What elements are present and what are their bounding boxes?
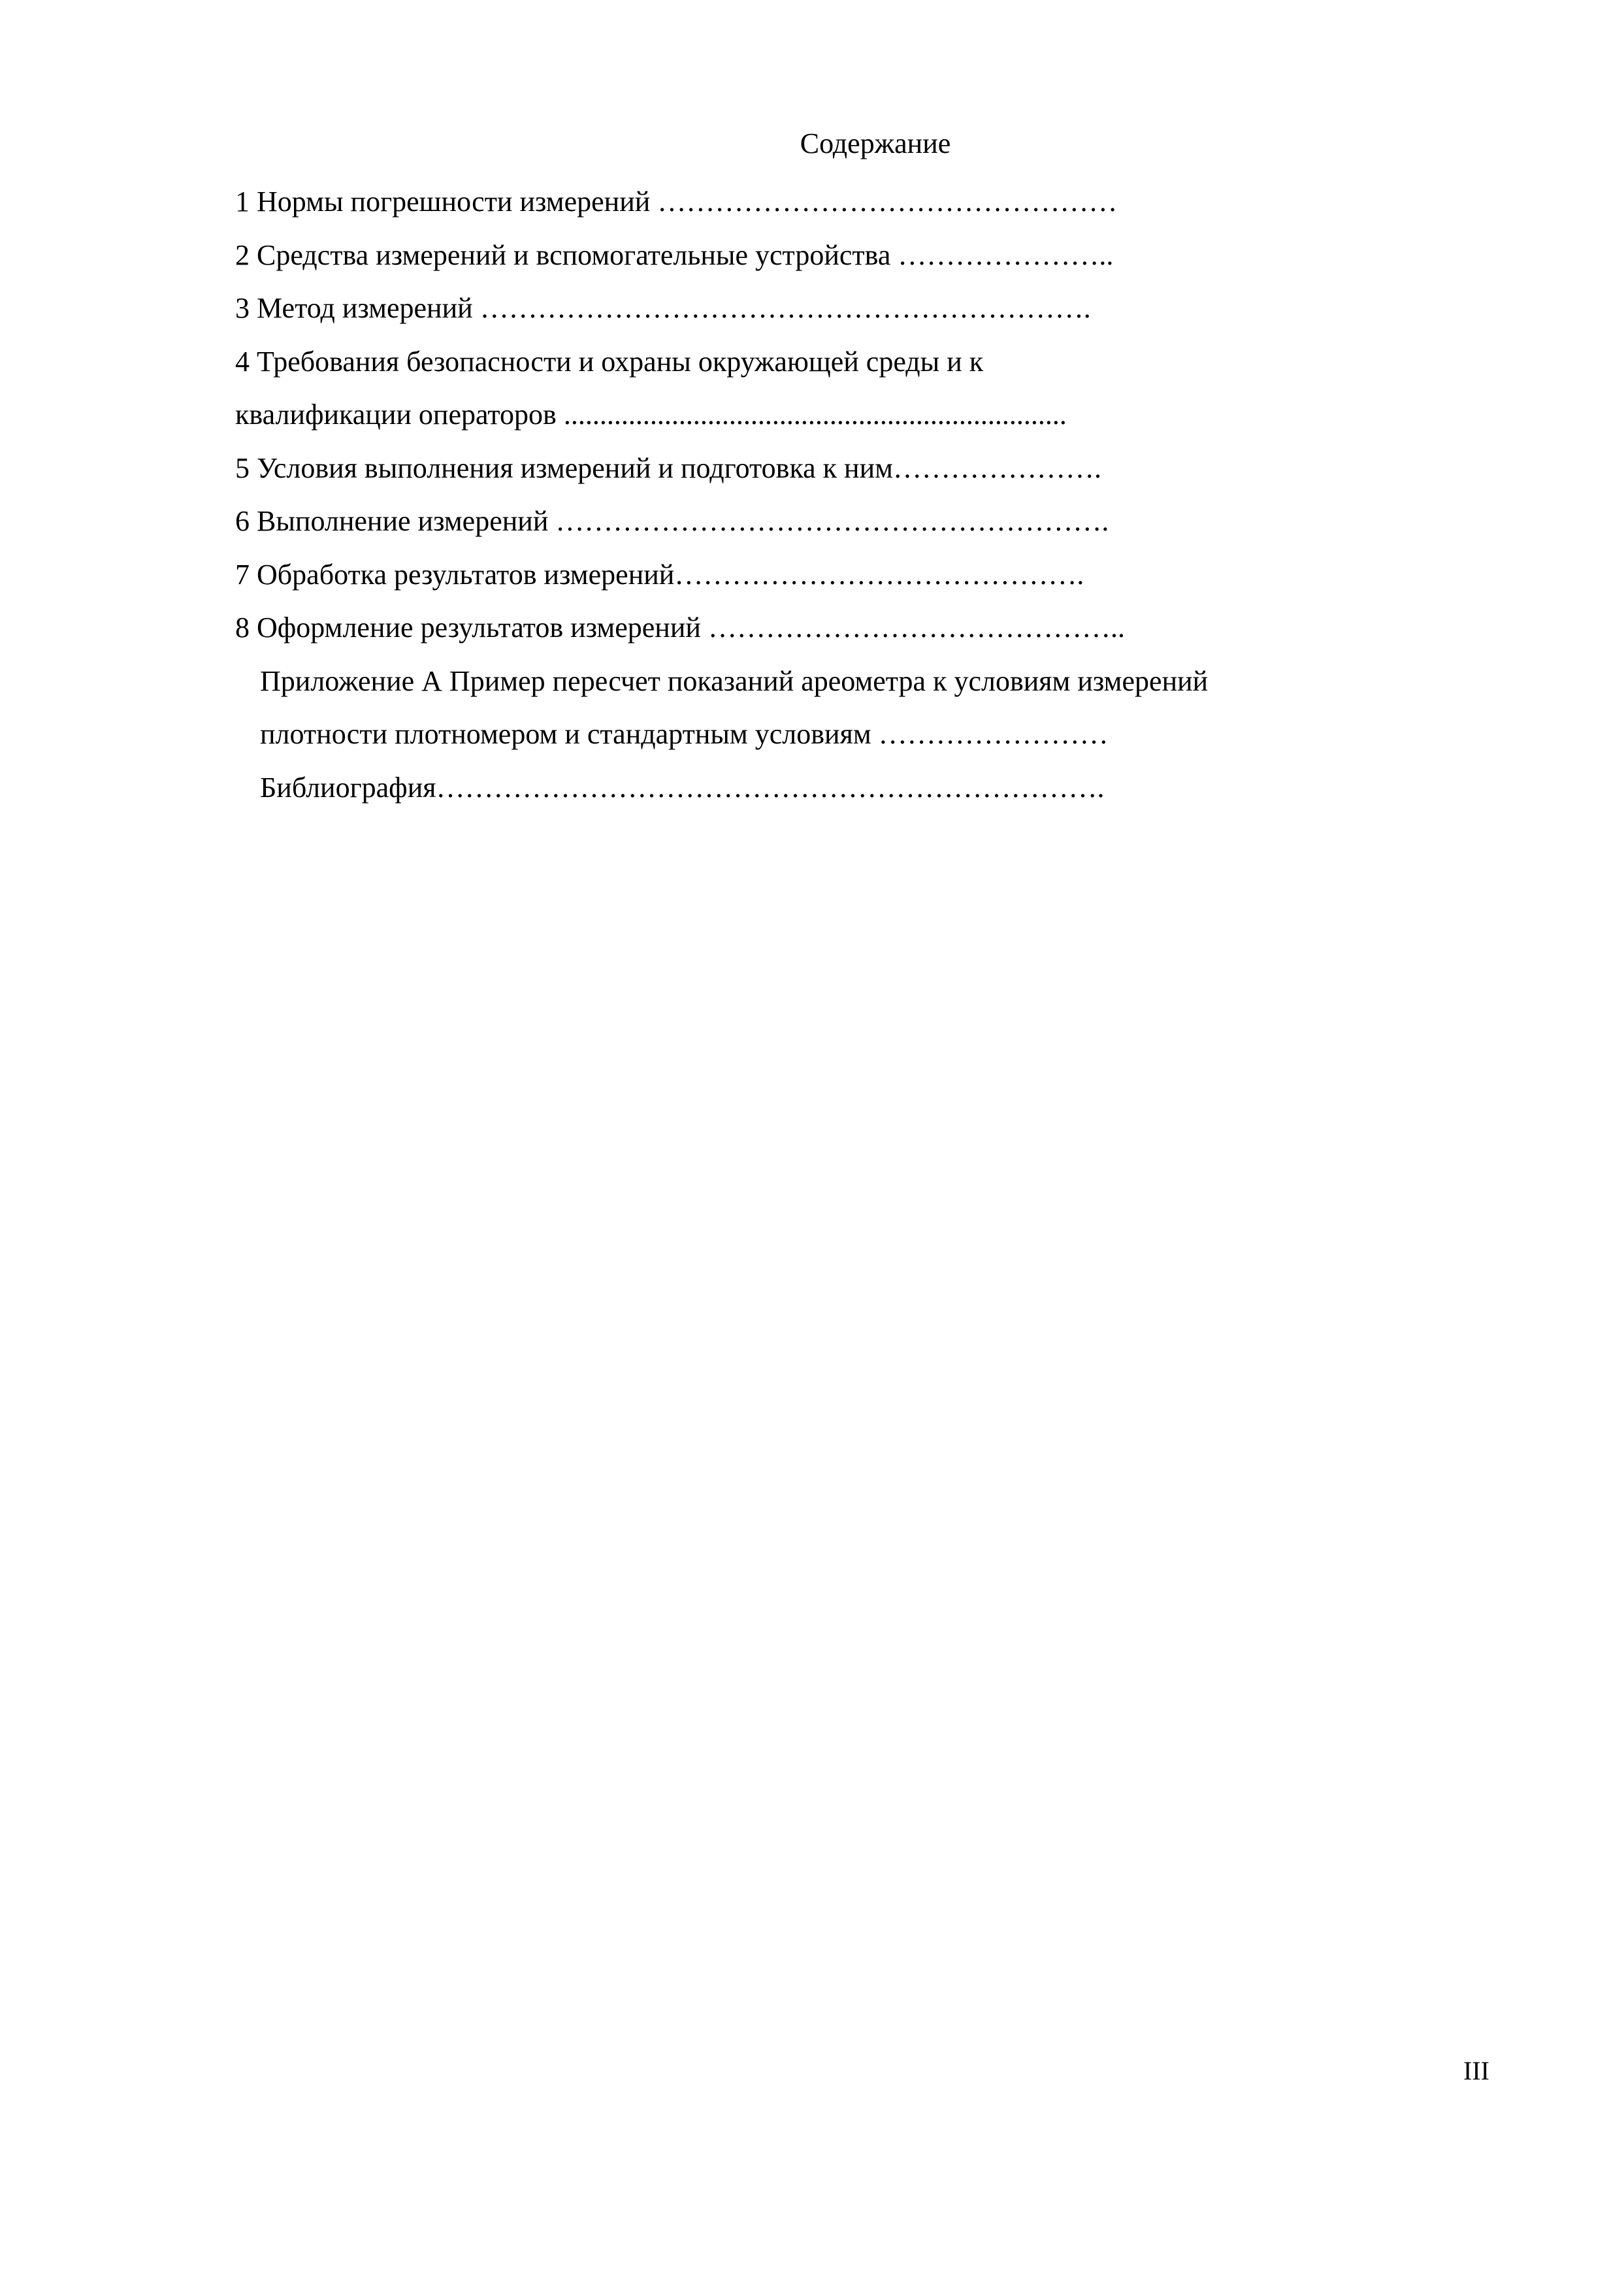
toc-title: Содержание bbox=[800, 127, 951, 159]
toc-entry-4-continuation: квалификации операторов ...................................................................... bbox=[235, 399, 1067, 431]
toc-entry-6: 6 Выполнение измерений …………………………………………………. bbox=[235, 505, 1109, 537]
toc-entry-7: 7 Обработка результатов измерений……………………………………. bbox=[235, 558, 1084, 591]
toc-entry-8: 8 Оформление результатов измерений …………………………………….. bbox=[235, 612, 1125, 644]
toc-entry-appendix-a-continuation: плотности плотномером и стандартным условиям …………………… bbox=[260, 718, 1109, 750]
toc-entry-4: 4 Требования безопасности и охраны окружающей среды и к bbox=[235, 345, 984, 378]
toc-entry-3: 3 Метод измерений ………………………………………………………. bbox=[235, 292, 1091, 324]
toc-entry-2: 2 Средства измерений и вспомогательные устройства ………………….. bbox=[235, 238, 1114, 271]
toc-entry-appendix-a: Приложение А Пример пересчет показаний ареометра к условиям измерений bbox=[260, 664, 1209, 697]
toc-list bbox=[235, 175, 1346, 814]
toc-entry-1: 1 Нормы погрешности измерений ………………………………………… bbox=[235, 186, 1118, 218]
page-number: III bbox=[1463, 2056, 1489, 2085]
toc-entry-bibliography: Библиография……………………………………………………………. bbox=[260, 771, 1105, 804]
toc-entry-5: 5 Условия выполнения измерений и подготовка к ним…………………. bbox=[235, 451, 1101, 484]
